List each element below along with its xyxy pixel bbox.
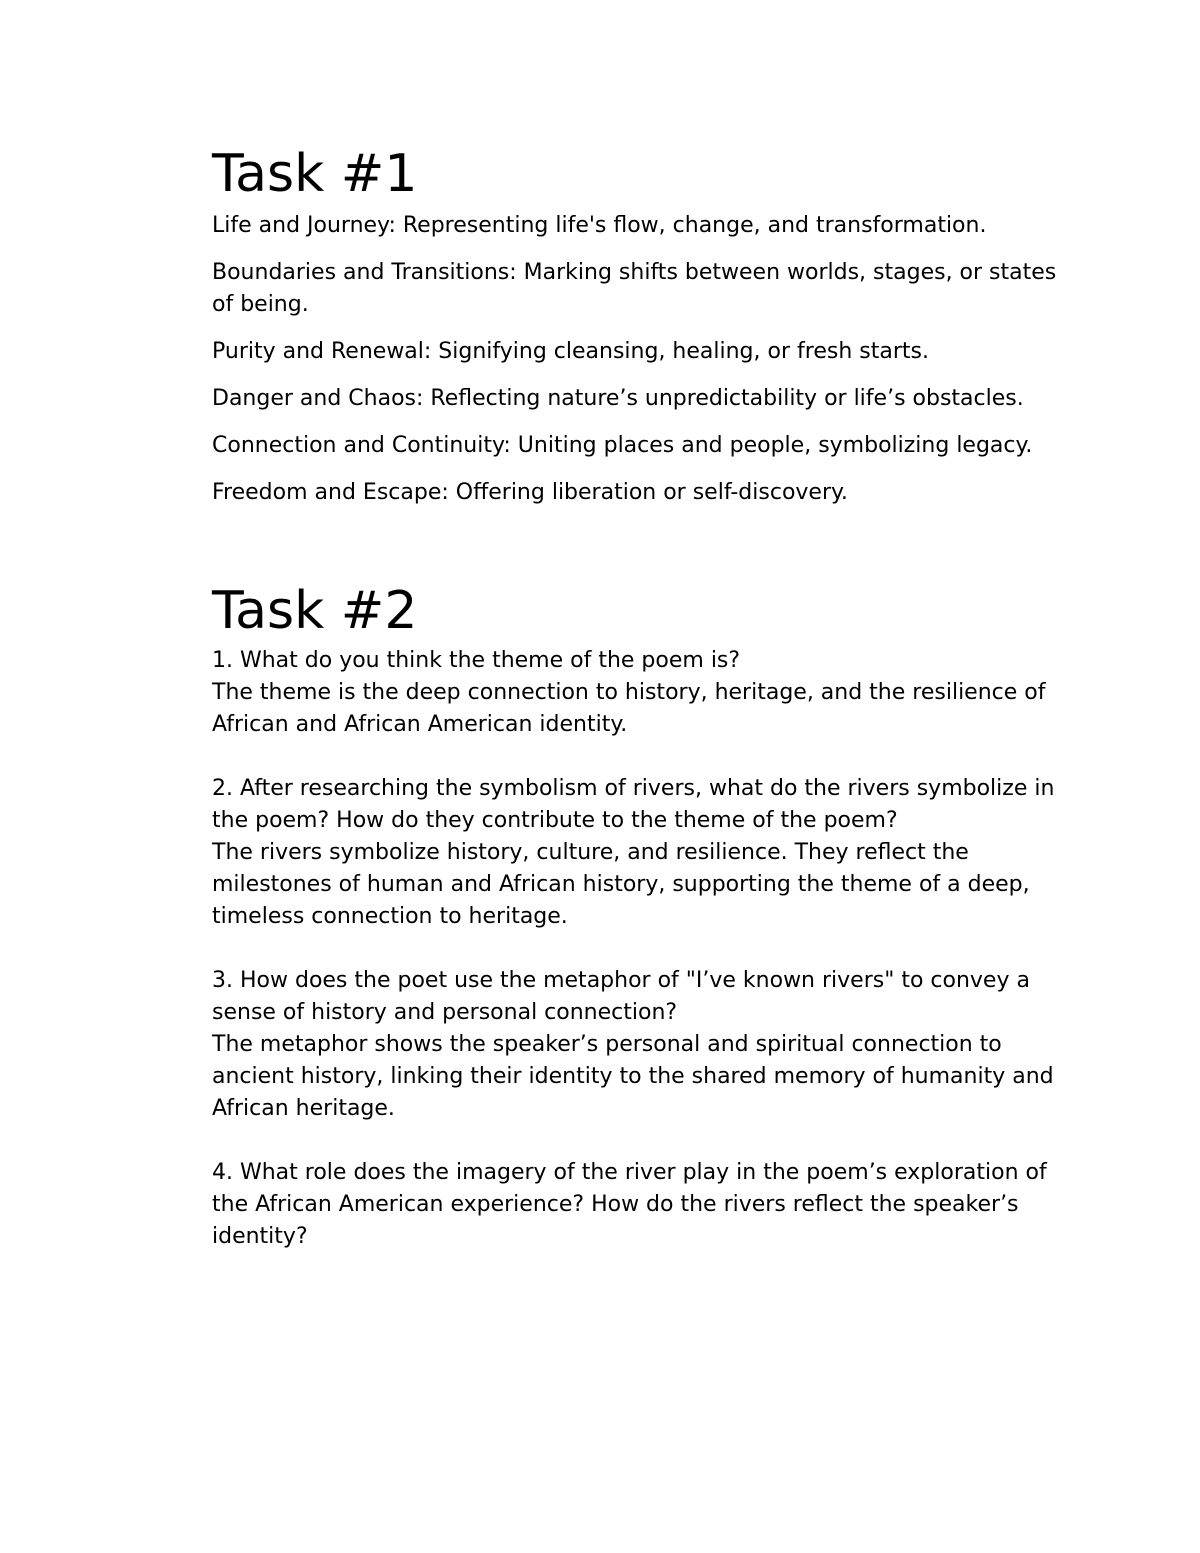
document-page [212, 0, 1072, 1285]
question-block-3 [212, 965, 1072, 1125]
question-block-2 [212, 773, 1072, 933]
task1-item-purity: Purity and Renewal: Signifying cleansing, healing, or fresh starts. [212, 339, 929, 364]
task1-item-boundaries: Boundaries and Transitions: Marking shifts between worlds, stages, or states of being. [212, 260, 1057, 317]
task1-item-danger: Danger and Chaos: Reflecting nature’s unpredictability or life’s obstacles. [212, 386, 1024, 411]
question-1: 1. What do you think the theme of the poem is? [212, 648, 741, 673]
task2-questions [212, 645, 1072, 1253]
task1-item-connection: Connection and Continuity: Uniting places and people, symbolizing legacy. [212, 433, 1033, 458]
question-block-4 [212, 1157, 1072, 1253]
question-3: 3. How does the poet use the metaphor of "I’ve known rivers" to convey a sense of history and personal connection? [212, 968, 1030, 1025]
task1-item-life-journey: Life and Journey: Representing life's flow, change, and transformation. [212, 213, 987, 238]
question-4: 4. What role does the imagery of the river play in the poem’s exploration of the African American experience? How do the rivers reflect the speaker’s identity? [212, 1160, 1047, 1249]
answer-3: The metaphor shows the speaker’s personal and spiritual connection to ancient history, linking their identity to the shared memory of humanity and African heritage. [212, 1032, 1054, 1121]
answer-1: The theme is the deep connection to history, heritage, and the resilience of African and African American identity. [212, 680, 1046, 737]
answer-2: The rivers symbolize history, culture, and resilience. They reflect the milestones of human and African history, supporting the theme of a deep, timeless connection to heritage. [212, 840, 1030, 929]
task1-list [212, 210, 1072, 509]
task2-heading: Task #2 [212, 581, 418, 641]
question-2: 2. After researching the symbolism of rivers, what do the rivers symbolize in the poem? How do they contribute to the theme of the poem? [212, 776, 1055, 833]
question-block-1 [212, 645, 1072, 741]
task1-heading: Task #1 [212, 144, 418, 204]
task1-item-freedom: Freedom and Escape: Offering liberation or self-discovery. [212, 480, 848, 505]
